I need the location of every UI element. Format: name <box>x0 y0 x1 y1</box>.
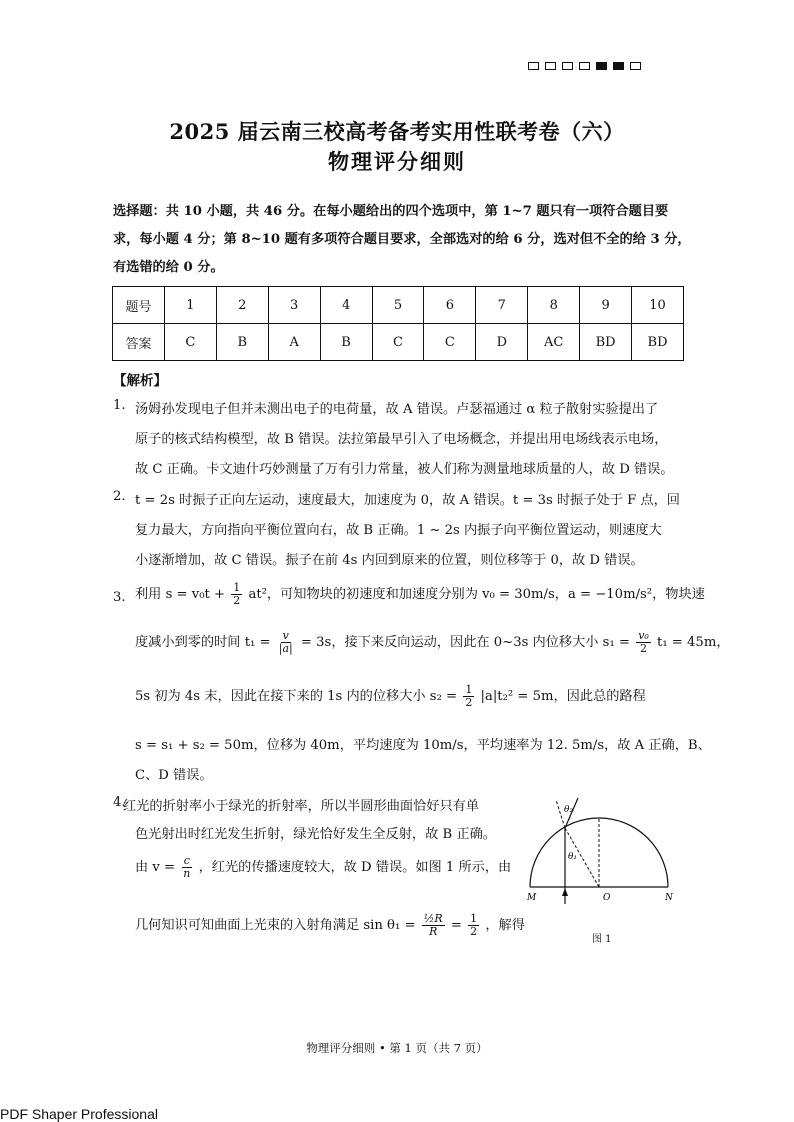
answer-table <box>112 286 684 361</box>
fraction-numerator: 1 <box>233 581 241 594</box>
semicircle-optics-figure <box>522 792 682 942</box>
fraction <box>422 913 445 938</box>
answer-cell: B <box>320 324 372 361</box>
question-number: 4. <box>113 795 126 810</box>
fraction <box>181 855 192 880</box>
formula-line <box>135 582 705 607</box>
fraction-denominator: 2 <box>470 925 478 938</box>
question-number: 3 <box>268 287 320 324</box>
text-run: ，解得 <box>485 918 525 933</box>
text-run: 由 v = <box>135 860 176 875</box>
fraction-denominator: R <box>429 925 438 938</box>
question-number: 2 <box>216 287 268 324</box>
text-run: t₁ = 45m， <box>657 635 730 650</box>
text-run: 度减小到零的时间 t₁ = <box>135 635 271 650</box>
question-number: 7 <box>476 287 528 324</box>
answer-cell: C <box>372 324 424 361</box>
table-row-answers <box>113 324 684 361</box>
answer-cell: BD <box>580 324 632 361</box>
fraction-numerator: ½R <box>423 912 443 925</box>
text-line: C、D 错误。 <box>135 768 213 783</box>
fraction-numerator: v₀ <box>638 629 649 642</box>
fraction <box>463 684 474 709</box>
question-number: 1 <box>164 287 216 324</box>
question-number: 2. <box>113 489 126 504</box>
mark-box <box>545 62 556 70</box>
text-run: 几何知识可知曲面上光束的入射角满足 sin θ₁ = <box>135 918 416 933</box>
answer-cell: B <box>216 324 268 361</box>
text-line: 原子的核式结构模型，故 B 错误。法拉第最早引入了电场概念，并提出用电场线表示电场， <box>135 432 668 447</box>
theta2-label: θ₂ <box>564 805 574 815</box>
fraction-denominator: 2 <box>640 642 647 655</box>
analysis-heading: 【解析】 <box>113 373 167 389</box>
point-n-label: N <box>665 893 673 903</box>
formula-line <box>135 684 646 709</box>
answer-cell: AC <box>528 324 580 361</box>
fraction-denominator: n <box>183 867 191 880</box>
fraction-denominator: 2 <box>465 696 473 709</box>
text-line: 复力最大，方向指向平衡位置向右，故 B 正确。1 ~ 2s 内振子向平衡位置运动，则速度大 <box>135 523 662 538</box>
question-number: 10 <box>632 287 684 324</box>
row-label: 题号 <box>113 287 165 324</box>
question-number: 4 <box>320 287 372 324</box>
instruction-line: 有选错的给 0 分。 <box>113 260 224 275</box>
answer-cell: C <box>164 324 216 361</box>
mark-box-filled <box>596 62 607 70</box>
text-run: 利用 s = v₀t + <box>135 587 226 602</box>
point-o-label: O <box>603 893 611 903</box>
document-subtitle: 物理评分细则 <box>328 149 466 174</box>
text-run: = 3s，接下来反向运动，因此在 0~3s 内位移大小 s₁ = <box>300 635 630 650</box>
text-line: s = s₁ + s₂ = 50m，位移为 40m，平均速度为 10m/s，平均速率为 12. 5m/s，故 A 正确，B、 <box>135 738 711 753</box>
fraction <box>231 582 242 607</box>
answer-cell: D <box>476 324 528 361</box>
fraction-numerator: 1 <box>465 683 473 696</box>
mark-box <box>579 62 590 70</box>
text-run: at²，可知物块的初速度和加速度分别为 v₀ = 30m/s，a = −10m/s²，物块速 <box>248 587 705 602</box>
formula-line <box>135 855 511 880</box>
document-title: 2025 届云南三校高考备考实用性联考卷（六） <box>169 119 625 144</box>
text-line: 小逐渐增加，故 C 错误。振子在前 4s 内回到原来的位置，则位移等于 0，故 D 错误。 <box>135 553 644 568</box>
fraction-denominator: 2 <box>233 594 241 607</box>
formula-line <box>135 913 525 938</box>
answer-cell: A <box>268 324 320 361</box>
instructions <box>113 198 691 282</box>
fraction <box>636 630 651 655</box>
question-number: 1. <box>113 398 126 413</box>
mark-box <box>562 62 573 70</box>
text-line: t = 2s 时振子正向左运动，速度最大，加速度为 0，故 A 错误。t = 3s 时振子处于 F 点，回 <box>135 493 680 508</box>
text-run: 5s 初为 4s 末，因此在接下来的 1s 内的位移大小 s₂ = <box>135 689 458 704</box>
fraction-numerator: c <box>183 854 190 867</box>
text-line: 故 C 正确。卡文迪什巧妙测量了万有引力常量，被人们称为测量地球质量的人，故 D 错误。 <box>135 462 674 477</box>
text-line: 色光射出时红光发生折射，绿光恰好发生全反射，故 B 正确。 <box>135 827 496 842</box>
instruction-line: 选择题：共 10 小题，共 46 分。在每小题给出的四个选项中，第 1~7 题只有一项符合题目要 <box>113 204 669 219</box>
instruction-line: 求，每小题 4 分；第 8~10 题有多项符合题目要求，全部选对的给 6 分，选对但不全的给 3 分， <box>113 232 691 247</box>
question-number: 6 <box>424 287 476 324</box>
question-number: 5 <box>372 287 424 324</box>
row-label: 答案 <box>113 324 165 361</box>
answer-cell: BD <box>632 324 684 361</box>
mark-box-filled <box>613 62 624 70</box>
text-line: 汤姆孙发现电子但并未测出电子的电荷量，故 A 错误。卢瑟福通过 α 粒子散射实验提出了 <box>135 402 659 417</box>
answer-cell: C <box>424 324 476 361</box>
theta1-label: θ₁ <box>568 852 578 862</box>
fraction-numerator: v <box>282 629 289 642</box>
point-m-label: M <box>527 893 537 903</box>
question-number: 8 <box>528 287 580 324</box>
text-line: 红光的折射率小于绿光的折射率，所以半圆形曲面恰好只有单 <box>123 799 480 814</box>
text-run: = <box>450 918 462 933</box>
fraction-numerator: 1 <box>470 912 478 925</box>
text-run: ，红光的传播速度较大，故 D 错误。如图 1 所示，由 <box>198 860 512 875</box>
fraction <box>277 630 295 655</box>
watermark-text: PDF Shaper Professional <box>0 1106 158 1122</box>
mark-box <box>630 62 641 70</box>
formula-line <box>135 630 730 655</box>
page-marks <box>528 62 641 70</box>
mark-box <box>528 62 539 70</box>
text-run: |a|t₂² = 5m，因此总的路程 <box>480 689 646 704</box>
ray-arrow <box>562 888 568 896</box>
page-footer: 物理评分细则 • 第 1 页（共 7 页） <box>306 1041 488 1055</box>
fraction-denominator: |a| <box>278 642 293 655</box>
fraction <box>468 913 479 938</box>
figure-caption: 图 1 <box>592 934 612 945</box>
question-number: 3. <box>113 590 126 605</box>
question-number: 9 <box>580 287 632 324</box>
table-row-numbers <box>113 287 684 324</box>
